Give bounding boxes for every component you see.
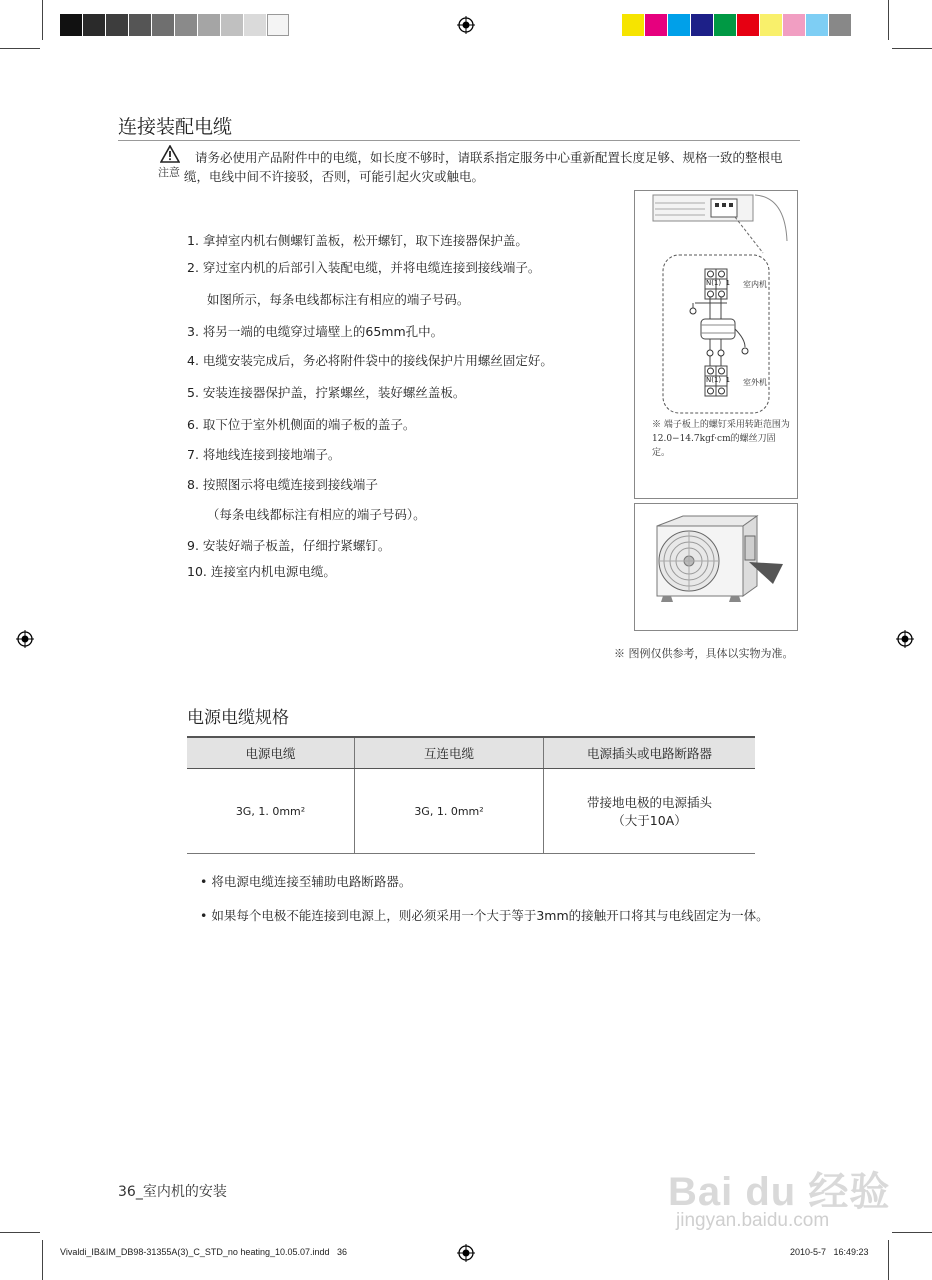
terminal-label-bottom: N(1) 1 bbox=[706, 376, 731, 384]
crop-mark bbox=[42, 1240, 43, 1280]
step-item: 9. 安装好端子板盖，仔细拧紧螺钉。 bbox=[187, 538, 391, 553]
warning-label: 注意 bbox=[158, 166, 180, 179]
color-swatch bbox=[806, 14, 828, 36]
figure-note: ※ 端子板上的螺钉采用转距范围为 12.0−14.7kgf·cm的螺丝刀固定。 bbox=[652, 420, 790, 458]
step-item: 3. 将另一端的电缆穿过墙壁上的65mm孔中。 bbox=[187, 324, 444, 339]
step-item: 7. 将地线连接到接地端子。 bbox=[187, 447, 341, 462]
print-slug-right: 2010-5-7 16:49:23 bbox=[790, 1247, 869, 1257]
color-swatch bbox=[829, 14, 851, 36]
warning-text: 请务必使用产品附件中的电缆，如长度不够时，请联系指定服务中心重新配置长度足够、规格一致的整根电缆，电线中间不许接驳，否则，可能引起火灾或触电。 bbox=[184, 150, 783, 184]
color-swatch bbox=[714, 14, 736, 36]
power-cable-spec-table bbox=[187, 736, 755, 854]
gray-swatch bbox=[60, 14, 82, 36]
step-item: 4. 电缆安装完成后，务必将附件袋中的接线保护片用螺丝固定好。 bbox=[187, 353, 553, 368]
color-swatch bbox=[691, 14, 713, 36]
step-item: （每条电线都标注有相应的端子号码）。 bbox=[187, 507, 426, 522]
watermark-logo: Bai du 经验 bbox=[668, 1170, 891, 1214]
title-rule bbox=[118, 140, 800, 141]
step-item: 5. 安装连接器保护盖，拧紧螺丝，装好螺丝盖板。 bbox=[187, 385, 466, 400]
table-header-cell: 电源电缆 bbox=[187, 737, 355, 769]
crop-mark bbox=[0, 1232, 40, 1233]
outdoor-unit-illustration bbox=[635, 504, 797, 630]
gray-swatch bbox=[175, 14, 197, 36]
step-item: 如图所示，每条电线都标注有相应的端子号码。 bbox=[187, 292, 470, 307]
cell-line: （大于10A） bbox=[612, 813, 687, 828]
page-number: 36_室内机的安装 bbox=[118, 1184, 227, 1200]
warning-icon bbox=[160, 145, 180, 163]
color-swatch bbox=[622, 14, 644, 36]
gray-swatch bbox=[198, 14, 220, 36]
registration-mark-icon bbox=[896, 630, 914, 648]
reference-note: ※ 图例仅供参考，具体以实物为准。 bbox=[614, 647, 794, 660]
section-title: 连接装配电缆 bbox=[118, 116, 233, 138]
gray-swatch bbox=[267, 14, 289, 36]
outdoor-unit-figure bbox=[634, 503, 798, 631]
watermark-url: jingyan.baidu.com bbox=[676, 1210, 830, 1231]
crop-mark bbox=[892, 1232, 932, 1233]
color-swatch bbox=[737, 14, 759, 36]
bullet-item: • 如果每个电极不能连接到电源上，则必须采用一个大于等于3mm的接触开口将其与电线固定为一体。 bbox=[200, 908, 769, 923]
step-item: 8. 按照图示将电缆连接到接线端子 bbox=[187, 477, 378, 492]
step-item: 6. 取下位于室外机侧面的端子板的盖子。 bbox=[187, 417, 416, 432]
terminal-label-top: N(1) 1 bbox=[706, 279, 731, 287]
bullet-item: • 将电源电缆连接至辅助电路断路器。 bbox=[200, 874, 412, 889]
outdoor-unit-label: 室外机 bbox=[743, 378, 767, 387]
color-swatch bbox=[645, 14, 667, 36]
print-slug-left: Vivaldi_IB&IM_DB98-31355A(3)_C_STD_no heating_10.05.07.indd 36 bbox=[60, 1247, 348, 1257]
table-cell bbox=[544, 769, 756, 854]
gray-swatch bbox=[129, 14, 151, 36]
table-cell: 3G, 1. 0mm² bbox=[355, 769, 544, 854]
crop-mark bbox=[888, 0, 889, 40]
color-swatch bbox=[760, 14, 782, 36]
crop-mark bbox=[0, 48, 40, 49]
registration-mark-icon bbox=[457, 16, 475, 34]
step-item: 2. 穿过室内机的后部引入装配电缆，并将电缆连接到接线端子。 bbox=[187, 260, 541, 275]
table-header-row bbox=[187, 737, 755, 769]
crop-mark bbox=[888, 1240, 889, 1280]
crop-mark bbox=[42, 0, 43, 40]
step-item: 10. 连接室内机电源电缆。 bbox=[187, 564, 336, 579]
indoor-unit-label: 室内机 bbox=[743, 280, 767, 289]
table-header-cell: 电源插头或电路断路器 bbox=[544, 737, 756, 769]
color-swatch bbox=[668, 14, 690, 36]
table-cell: 3G, 1. 0mm² bbox=[187, 769, 355, 854]
gray-swatch bbox=[244, 14, 266, 36]
color-swatch bbox=[783, 14, 805, 36]
cell-line: 带接地电极的电源插头 bbox=[586, 795, 712, 810]
gray-swatch bbox=[83, 14, 105, 36]
gray-swatch bbox=[152, 14, 174, 36]
gray-swatch bbox=[106, 14, 128, 36]
crop-mark bbox=[892, 48, 932, 49]
section-title: 电源电缆规格 bbox=[187, 708, 289, 728]
table-row bbox=[187, 769, 755, 854]
registration-mark-icon bbox=[16, 630, 34, 648]
table-header-cell: 互连电缆 bbox=[355, 737, 544, 769]
registration-mark-icon bbox=[457, 1244, 475, 1262]
step-item: 1. 拿掉室内机右侧螺钉盖板，松开螺钉，取下连接器保护盖。 bbox=[187, 233, 528, 248]
gray-swatch bbox=[221, 14, 243, 36]
